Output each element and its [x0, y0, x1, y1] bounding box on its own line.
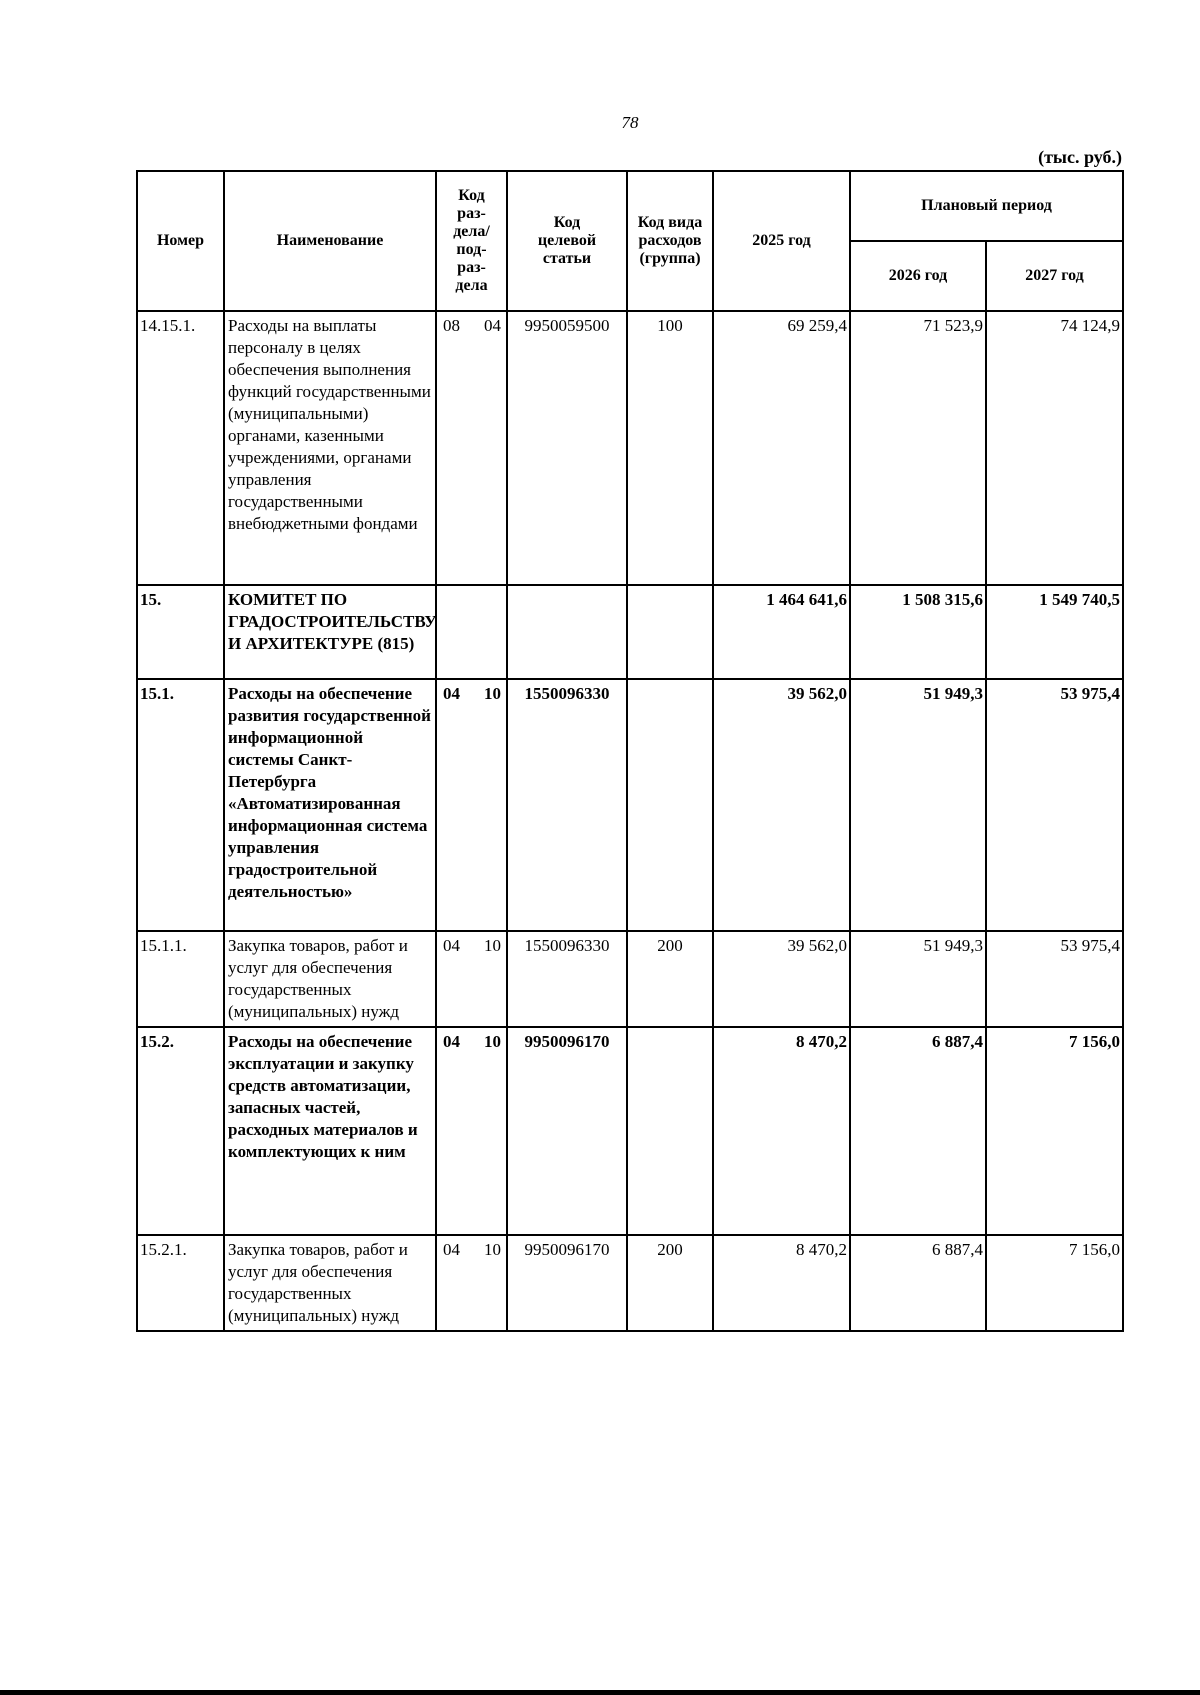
- header-target-code-text: Код целевой статьи: [537, 214, 597, 267]
- row-amount-2027: 53 975,4: [986, 679, 1123, 931]
- row-number: 15.2.: [137, 1027, 224, 1235]
- header-section-code: [436, 171, 507, 311]
- row-amount-2025: 39 562,0: [713, 931, 850, 1027]
- row-section: 04: [443, 1240, 460, 1259]
- header-2027: 2027 год: [986, 241, 1123, 311]
- row-number: 15.2.1.: [137, 1235, 224, 1331]
- row-section: 08: [443, 316, 460, 335]
- row-name: Расходы на обеспечение развития государственной информационной системы Санкт-Петербурга «Автоматизированная информационная система управления градостроительной деятельностью»: [224, 679, 436, 931]
- table-row: [137, 1235, 1123, 1331]
- row-subsection: 04: [484, 316, 501, 335]
- row-expense-group: [627, 585, 713, 679]
- row-name: КОМИТЕТ ПО ГРАДОСТРОИТЕЛЬСТВУ И АРХИТЕКТУРЕ (815): [224, 585, 436, 679]
- row-amount-2026: 71 523,9: [850, 311, 986, 585]
- budget-table: [136, 170, 1124, 1332]
- row-section-code: [436, 311, 507, 585]
- row-name: Расходы на выплаты персоналу в целях обеспечения выполнения функций государственными (муниципальными) органами, казенными учреждениями, органами управления государственными внебюджетными фондами: [224, 311, 436, 585]
- row-amount-2027: 7 156,0: [986, 1027, 1123, 1235]
- row-expense-group: 100: [627, 311, 713, 585]
- row-amount-2027: 74 124,9: [986, 311, 1123, 585]
- header-number: Номер: [137, 171, 224, 311]
- row-expense-group: 200: [627, 931, 713, 1027]
- row-amount-2026: 51 949,3: [850, 679, 986, 931]
- table-row: [137, 931, 1123, 1027]
- row-target-code: [507, 585, 627, 679]
- row-amount-2026: 1 508 315,6: [850, 585, 986, 679]
- row-subsection: 10: [484, 936, 501, 955]
- row-target-code: 9950096170: [507, 1027, 627, 1235]
- row-amount-2025: 1 464 641,6: [713, 585, 850, 679]
- row-target-code: 9950096170: [507, 1235, 627, 1331]
- page-number: 78: [621, 113, 639, 132]
- row-number: 15.: [137, 585, 224, 679]
- header-name: Наименование: [224, 171, 436, 311]
- header-section-code-text: Код раз-дела/ под-раз-дела: [453, 187, 490, 294]
- row-amount-2027: 1 549 740,5: [986, 585, 1123, 679]
- row-target-code: 1550096330: [507, 679, 627, 931]
- row-section-code: [436, 585, 507, 679]
- row-subsection: 10: [484, 1240, 501, 1259]
- header-planning-period: Плановый период: [850, 171, 1123, 241]
- row-subsection: 10: [484, 684, 501, 703]
- header-2026: 2026 год: [850, 241, 986, 311]
- row-section: 04: [443, 1032, 460, 1051]
- row-amount-2026: 6 887,4: [850, 1235, 986, 1331]
- row-amount-2025: 69 259,4: [713, 311, 850, 585]
- row-expense-group: [627, 679, 713, 931]
- row-amount-2025: 8 470,2: [713, 1235, 850, 1331]
- row-section-code: [436, 679, 507, 931]
- row-amount-2026: 51 949,3: [850, 931, 986, 1027]
- row-number: 14.15.1.: [137, 311, 224, 585]
- row-amount-2026: 6 887,4: [850, 1027, 986, 1235]
- row-section-code: [436, 1235, 507, 1331]
- row-section: 04: [443, 684, 460, 703]
- row-number: 15.1.: [137, 679, 224, 931]
- row-name: Закупка товаров, работ и услуг для обеспечения государственных (муниципальных) нужд: [224, 1235, 436, 1331]
- row-amount-2025: 39 562,0: [713, 679, 850, 931]
- row-expense-group: [627, 1027, 713, 1235]
- table-row: [137, 1027, 1123, 1235]
- row-amount-2027: 53 975,4: [986, 931, 1123, 1027]
- unit-label: (тыс. руб.): [1038, 147, 1122, 167]
- row-section-code: [436, 931, 507, 1027]
- table-row: [137, 311, 1123, 585]
- header-target-code: [507, 171, 627, 311]
- header-expense-type: Код вида расходов (группа): [627, 171, 713, 311]
- row-amount-2025: 8 470,2: [713, 1027, 850, 1235]
- header-2025: 2025 год: [713, 171, 850, 311]
- table-row: [137, 679, 1123, 931]
- row-name: Расходы на обеспечение эксплуатации и закупку средств автоматизации, запасных частей, расходных материалов и комплектующих к ним: [224, 1027, 436, 1235]
- table-row: [137, 585, 1123, 679]
- page-bottom-border: [0, 1690, 1200, 1695]
- row-section-code: [436, 1027, 507, 1235]
- row-name: Закупка товаров, работ и услуг для обеспечения государственных (муниципальных) нужд: [224, 931, 436, 1027]
- row-amount-2027: 7 156,0: [986, 1235, 1123, 1331]
- row-section: 04: [443, 936, 460, 955]
- row-subsection: 10: [484, 1032, 501, 1051]
- row-expense-group: 200: [627, 1235, 713, 1331]
- row-target-code: 9950059500: [507, 311, 627, 585]
- row-target-code: 1550096330: [507, 931, 627, 1027]
- row-number: 15.1.1.: [137, 931, 224, 1027]
